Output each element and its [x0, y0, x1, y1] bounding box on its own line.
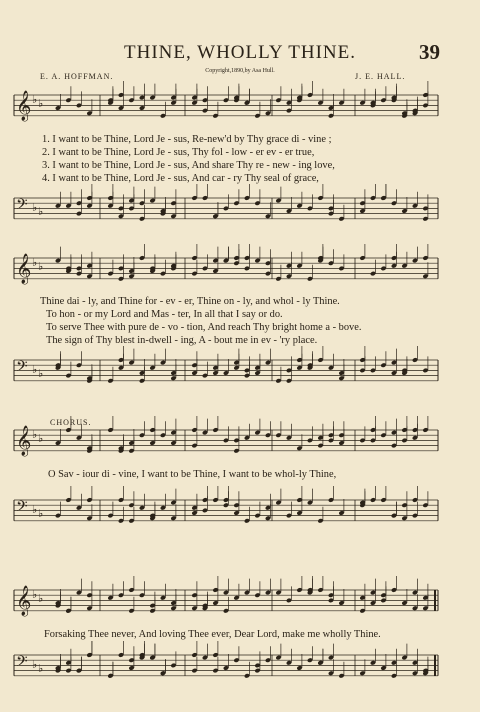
- svg-text:♭: ♭: [32, 504, 38, 516]
- lyric-line: To serve Thee with pure de - vo - tion, And reach Thy bright home a - bove.: [46, 322, 362, 333]
- lyric-line: 1. I want to be Thine, Lord Je - sus, Re-new'd by Thy grace di - vine ;: [42, 134, 332, 145]
- svg-text:♭: ♭: [38, 593, 44, 605]
- svg-text:♭: ♭: [38, 206, 44, 218]
- hymn-title: THINE, WHOLLY THINE.: [124, 42, 356, 63]
- copyright-notice: Copyright,1890,by Asa Hull.: [205, 68, 275, 74]
- lyric-line: The sign of Thy blest in-dwell - ing, A - bout me in ev - 'ry place.: [46, 335, 318, 346]
- svg-text:♭: ♭: [38, 663, 44, 675]
- svg-text:𝄢: 𝄢: [16, 196, 28, 217]
- svg-text:𝄞: 𝄞: [16, 254, 32, 284]
- svg-text:𝄢: 𝄢: [16, 498, 28, 519]
- svg-text:𝄞: 𝄞: [16, 426, 32, 456]
- svg-text:♭: ♭: [38, 368, 44, 380]
- svg-text:♭: ♭: [32, 364, 38, 376]
- lyric-line: 4. I want to be Thine, Lord Je - sus, And car - ry Thy seal of grace,: [42, 173, 319, 184]
- svg-text:♭: ♭: [32, 94, 38, 106]
- svg-text:♭: ♭: [32, 589, 38, 601]
- svg-text:𝄢: 𝄢: [16, 358, 28, 379]
- svg-text:𝄞: 𝄞: [16, 586, 32, 616]
- svg-text:♭: ♭: [38, 261, 44, 273]
- author-name: E. A. HOFFMAN.: [40, 72, 114, 81]
- lyric-line: 3. I want to be Thine, Lord Je - sus, And share Thy re - new - ing love,: [42, 160, 335, 171]
- chorus-lyric-line: O Sav - iour di - vine, I want to be Thine, I want to be whol-ly Thine,: [48, 469, 337, 480]
- svg-text:♭: ♭: [38, 508, 44, 520]
- lyric-line: To hon - or my Lord and Mas - ter, In all that I say or do.: [46, 309, 283, 320]
- svg-text:♭: ♭: [38, 98, 44, 110]
- chorus-label: CHORUS.: [50, 418, 92, 427]
- lyric-line: 2. I want to be Thine, Lord Je - sus, Thy fol - low - er ev - er true,: [42, 147, 315, 158]
- svg-text:♭: ♭: [32, 202, 38, 214]
- composer-name: J. E. HALL.: [355, 72, 406, 81]
- page-number: 39: [419, 40, 440, 64]
- chorus-lyric-line: Forsaking Thee never, And loving Thee ever, Dear Lord, make me wholly Thine.: [44, 629, 381, 640]
- svg-text:𝄢: 𝄢: [16, 653, 28, 674]
- svg-text:♭: ♭: [32, 257, 38, 269]
- svg-text:♭: ♭: [38, 433, 44, 445]
- svg-text:𝄞: 𝄞: [16, 91, 32, 121]
- svg-text:♭: ♭: [32, 659, 38, 671]
- lyric-line: Thine dai - ly, and Thine for - ev - er, Thine on - ly, and whol - ly Thine.: [40, 296, 340, 307]
- svg-text:♭: ♭: [32, 429, 38, 441]
